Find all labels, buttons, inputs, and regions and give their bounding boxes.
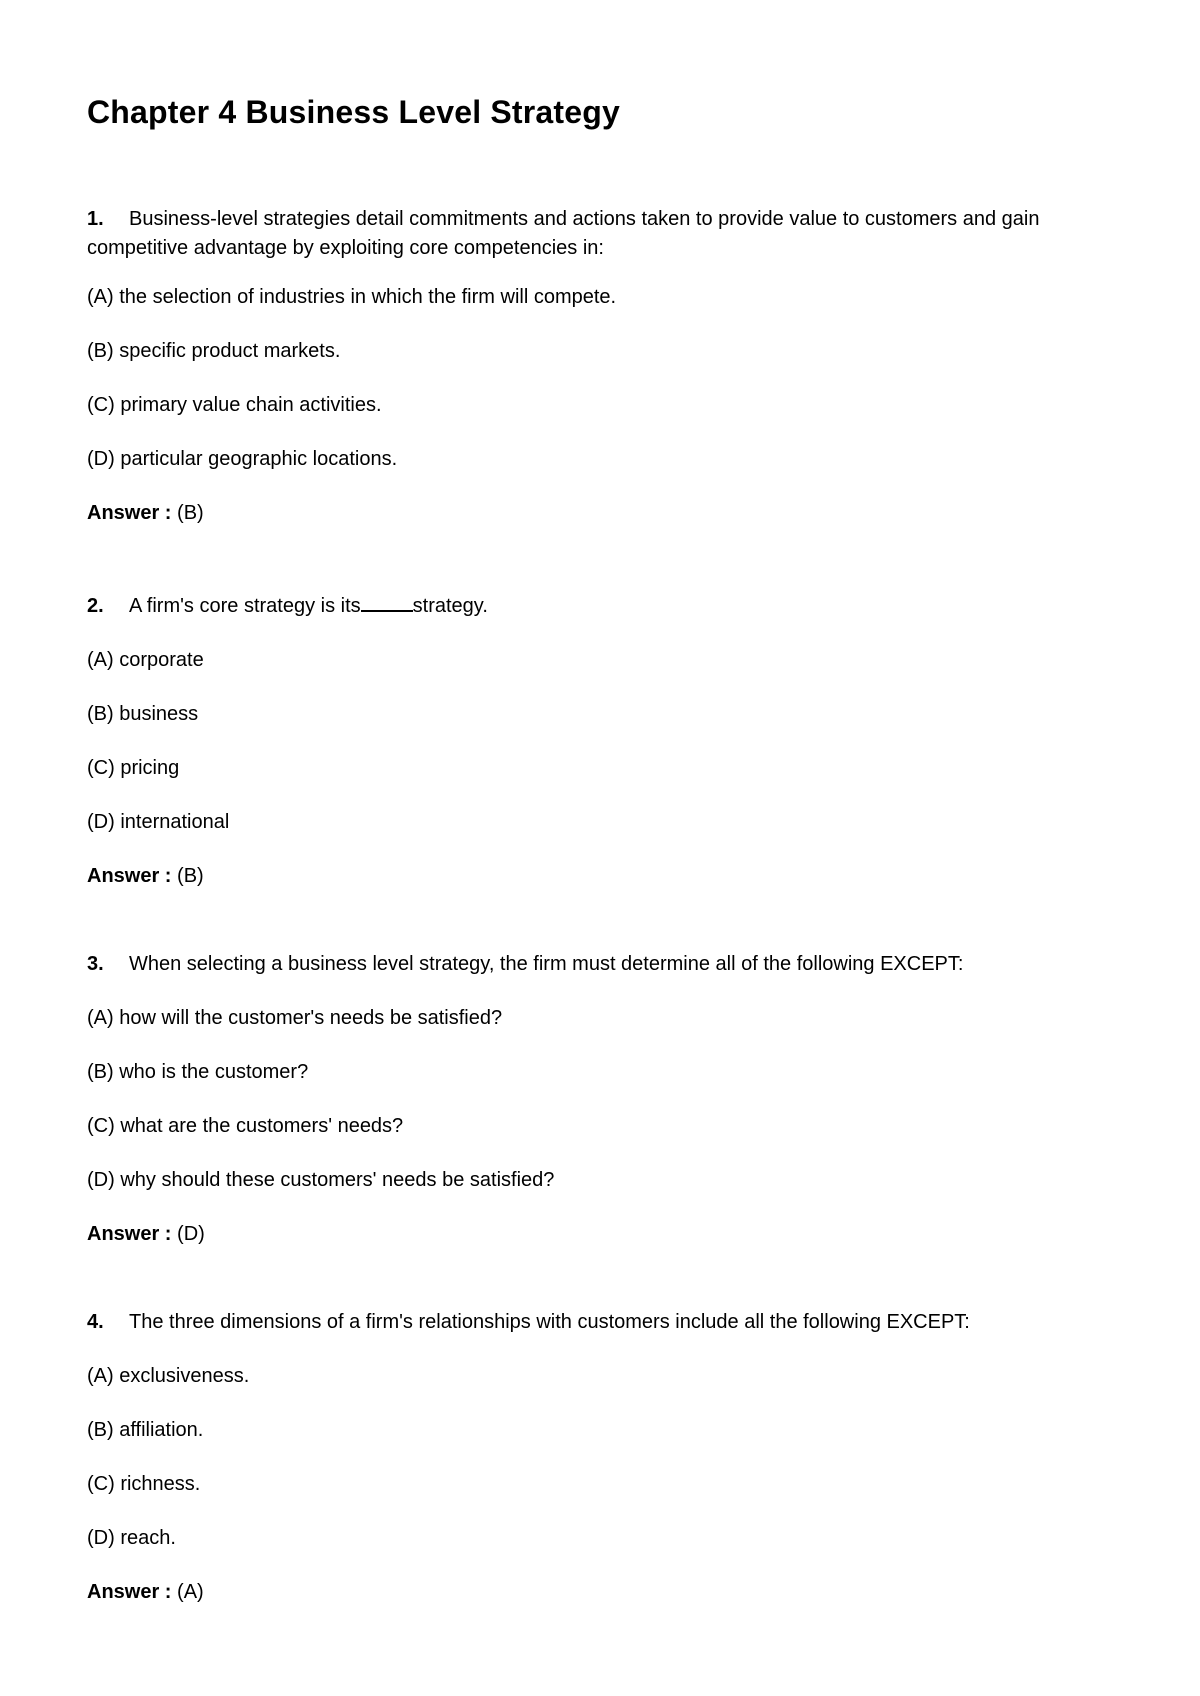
option-a: (A) corporate — [87, 649, 204, 671]
answer-value: (D) — [177, 1223, 205, 1245]
question-1 — [87, 205, 1127, 528]
question-stem — [87, 205, 1127, 263]
question-text: The three dimensions of a firm's relationships with customers include all the following EXCEPT: — [129, 1311, 970, 1333]
option-d: (D) international — [87, 811, 230, 833]
option-b: (B) who is the customer? — [87, 1061, 309, 1083]
option-d: (D) particular geographic locations. — [87, 448, 398, 470]
question-text-before: A firm's core strategy is its — [129, 595, 361, 617]
answer-line — [87, 1220, 1127, 1249]
answer-value: (A) — [177, 1581, 204, 1603]
answer-label: Answer : — [87, 502, 172, 524]
answer-line — [87, 1578, 1127, 1607]
question-3 — [87, 950, 1127, 1249]
question-text: When selecting a business level strategy, the firm must determine all of the following EXCEPT: — [129, 953, 964, 975]
answer-line — [87, 862, 1127, 891]
question-text: Business-level strategies detail commitments and actions taken to provide value to customers and gain competitive advantage by exploiting core competencies in: — [87, 208, 1040, 259]
option-a: (A) exclusiveness. — [87, 1365, 250, 1387]
option-b: (B) affiliation. — [87, 1419, 204, 1441]
option-c: (C) primary value chain activities. — [87, 394, 382, 416]
question-number: 1. — [87, 208, 104, 230]
option-d: (D) reach. — [87, 1527, 176, 1549]
option-b: (B) business — [87, 703, 199, 725]
question-text-after: strategy. — [412, 595, 488, 617]
option-b: (B) specific product markets. — [87, 340, 341, 362]
option-c: (C) richness. — [87, 1473, 201, 1495]
fill-in-blank — [361, 594, 413, 612]
answer-label: Answer : — [87, 1223, 172, 1245]
question-stem — [87, 592, 1127, 621]
answer-line — [87, 499, 1127, 528]
option-a: (A) the selection of industries in which the firm will compete. — [87, 286, 617, 308]
answer-label: Answer : — [87, 865, 172, 887]
answer-label: Answer : — [87, 1581, 172, 1603]
question-stem — [87, 950, 1127, 979]
question-stem — [87, 1308, 1127, 1337]
question-number: 2. — [87, 595, 104, 617]
question-number: 4. — [87, 1311, 104, 1333]
page-title: Chapter 4 Business Level Strategy — [87, 94, 621, 130]
option-a: (A) how will the customer's needs be satisfied? — [87, 1007, 503, 1029]
question-number: 3. — [87, 953, 104, 975]
option-c: (C) what are the customers' needs? — [87, 1115, 404, 1137]
question-2 — [87, 592, 1127, 891]
question-4 — [87, 1308, 1127, 1607]
option-c: (C) pricing — [87, 757, 180, 779]
option-d: (D) why should these customers' needs be satisfied? — [87, 1169, 555, 1191]
answer-value: (B) — [177, 502, 204, 524]
answer-value: (B) — [177, 865, 204, 887]
